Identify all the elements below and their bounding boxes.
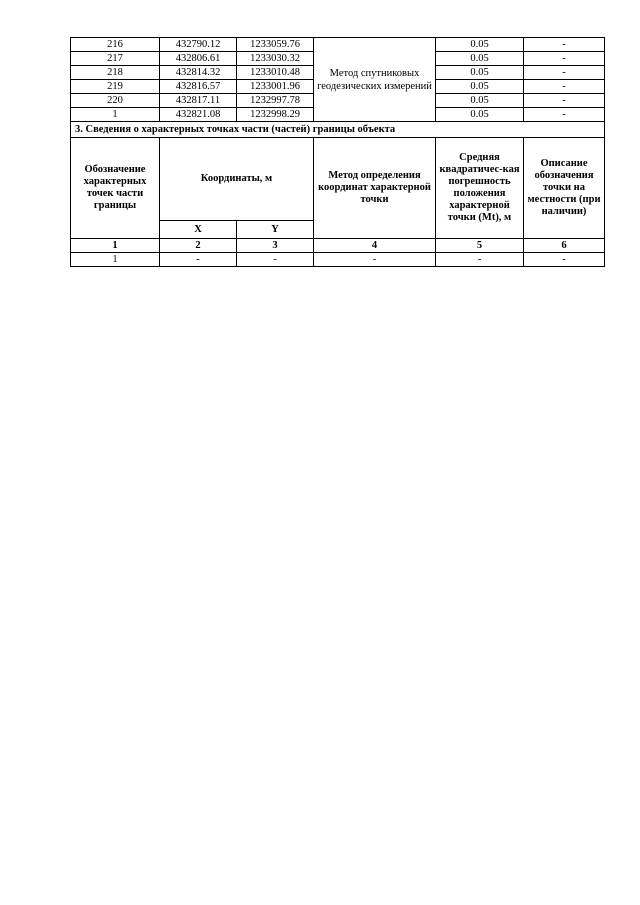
part-method: - [314, 253, 436, 267]
coord-y: 1232997.78 [237, 94, 314, 108]
column-number: 5 [436, 239, 524, 253]
description-value: - [524, 94, 605, 108]
point-id: 218 [71, 66, 160, 80]
point-id: 219 [71, 80, 160, 94]
coord-y: 1233030.32 [237, 52, 314, 66]
coord-x: 432806.61 [160, 52, 237, 66]
column-numbers-row [71, 239, 605, 253]
coord-y: 1233001.96 [237, 80, 314, 94]
table-row [71, 38, 605, 52]
coord-x: 432821.08 [160, 108, 237, 122]
header-description: Описание обозначения точки на местности (при наличии) [524, 138, 605, 239]
error-value: 0.05 [436, 94, 524, 108]
header-x: X [160, 221, 237, 239]
column-number: 2 [160, 239, 237, 253]
method-cell: Метод спутниковых геодезических измерений [314, 38, 436, 122]
part-coord-y: - [237, 253, 314, 267]
header-row [71, 138, 605, 221]
coord-x: 432816.57 [160, 80, 237, 94]
part-error: - [436, 253, 524, 267]
part-coord-x: - [160, 253, 237, 267]
column-number: 3 [237, 239, 314, 253]
error-value: 0.05 [436, 38, 524, 52]
header-error: Средняя квадратичес-кая погрешность положения характерной точки (Mt), м [436, 138, 524, 239]
description-value: - [524, 80, 605, 94]
header-designation: Обозначение характерных точек части границы [71, 138, 160, 239]
coord-y: 1232998.29 [237, 108, 314, 122]
coord-x: 432817.11 [160, 94, 237, 108]
description-value: - [524, 108, 605, 122]
column-number: 4 [314, 239, 436, 253]
part-point-id: 1 [71, 253, 160, 267]
error-value: 0.05 [436, 52, 524, 66]
table-row [71, 253, 605, 267]
header-y: Y [237, 221, 314, 239]
coord-x: 432790.12 [160, 38, 237, 52]
header-method: Метод определения координат характерной точки [314, 138, 436, 239]
description-value: - [524, 52, 605, 66]
point-id: 220 [71, 94, 160, 108]
coord-y: 1233010.48 [237, 66, 314, 80]
header-coordinates: Координаты, м [160, 138, 314, 221]
column-number: 1 [71, 239, 160, 253]
point-id: 217 [71, 52, 160, 66]
section-title: 3. Сведения о характерных точках части (частей) границы объекта [71, 122, 605, 138]
error-value: 0.05 [436, 66, 524, 80]
error-value: 0.05 [436, 80, 524, 94]
point-id: 216 [71, 38, 160, 52]
coord-y: 1233059.76 [237, 38, 314, 52]
boundary-points-table [70, 37, 605, 267]
coord-x: 432814.32 [160, 66, 237, 80]
error-value: 0.05 [436, 108, 524, 122]
part-description: - [524, 253, 605, 267]
description-value: - [524, 38, 605, 52]
section-title-row [71, 122, 605, 138]
point-id: 1 [71, 108, 160, 122]
column-number: 6 [524, 239, 605, 253]
description-value: - [524, 66, 605, 80]
